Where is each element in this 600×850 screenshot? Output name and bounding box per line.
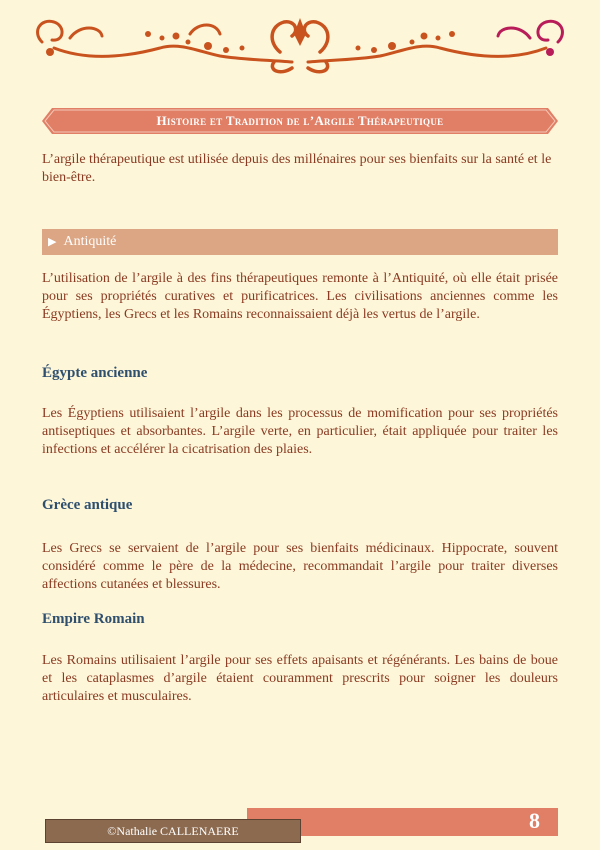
copyright-label: ©Nathalie CALLENAERE [45,819,301,843]
heading-grece: Grèce antique [42,497,133,513]
section-label: Antiquité [63,234,117,249]
decorative-ornament [30,12,570,80]
intro-paragraph: L’argile thérapeutique est utilisée depuis des millénaires pour ses bienfaits sur la santé et le bien-être. [42,152,552,185]
title-banner [42,108,558,134]
heading-egypte: Égypte ancienne [42,365,148,381]
section-bar-antiquite [42,229,558,255]
page-title: Histoire et Tradition de l’Argile Thérapeutique [156,113,444,128]
heading-empire-romain: Empire Romain [42,611,145,627]
paragraph-egypte: Les Égyptiens utilisaient l’argile dans les processus de momification pour ses propriétés antiseptiques et absorbantes. L’argile verte, en particulier, était appliquée pour traiter les infections et accélérer la cicatrisation des plaies. [42,406,558,457]
paragraph-empire-romain: Les Romains utilisaient l’argile pour ses effets apaisants et régénérants. Les bains de boue et les cataplasmes d’argile étaient couramment prescrits pour soigner les douleurs articulaires et musculaires. [42,653,558,704]
triangle-right-icon: ▶ [48,236,57,248]
paragraph-grece: Les Grecs se servaient de l’argile pour ses bienfaits médicinaux. Hippocrate, souvent considéré comme le père de la médecine, recommandait l’argile pour traiter diverses affections cutanées et blessures. [42,541,558,592]
section-paragraph: L’utilisation de l’argile à des fins thérapeutiques remonte à l’Antiquité, où elle était prisée pour ses propriétés curatives et purificatrices. Les civilisations anciennes comme les Égyptiens, les Grecs et les Romains reconnaissaient déjà les vertus de l’argile. [42,271,558,322]
page-number: 8 [529,808,540,833]
